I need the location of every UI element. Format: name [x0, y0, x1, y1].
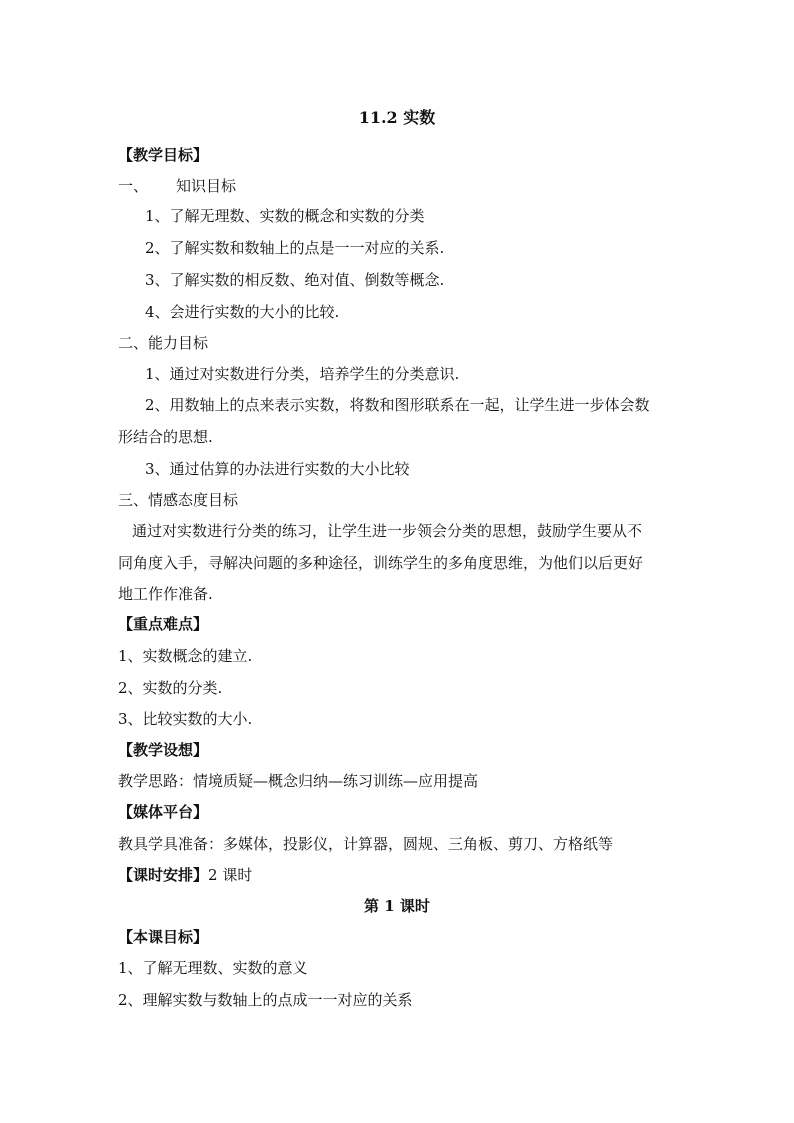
media-text: 教具学具准备：多媒体，投影仪，计算器，圆规、三角板、剪刀、方格纸等 [118, 835, 614, 853]
knowledge-item-2: 2、了解实数和数轴上的点是一一对应的关系. [145, 239, 445, 257]
section-heading-media: 【媒体平台】 [118, 803, 209, 821]
ability-item-3: 3、通过估算的办法进行实数的大小比较 [145, 460, 410, 478]
design-text: 教学思路：情境质疑—概念归纳—练习训练—应用提高 [118, 772, 479, 790]
time-arrangement [118, 865, 252, 885]
section-heading-time: 【课时安排】 [118, 866, 209, 884]
section-heading-key-points: 【重点难点】 [118, 615, 209, 633]
key-point-2: 2、实数的分类. [118, 679, 223, 697]
emotion-text-line-2: 同角度入手，寻解决问题的多种途径，训练学生的多角度思维，为他们以后更好 [118, 554, 644, 572]
time-value: 2 课时 [208, 866, 253, 884]
goal-heading-knowledge [118, 176, 236, 196]
lesson-goal-1: 1、了解无理数、实数的意义 [118, 959, 308, 977]
knowledge-item-4: 4、会进行实数的大小的比较. [145, 303, 340, 321]
section-heading-design: 【教学设想】 [118, 741, 209, 759]
section-heading-teaching-goals: 【教学目标】 [118, 146, 209, 164]
ability-item-2-line-2: 形结合的思想. [118, 428, 213, 446]
document-title: 11.2 实数 [358, 108, 436, 127]
ability-item-1: 1、通过对实数进行分类，培养学生的分类意识. [145, 365, 460, 383]
key-point-3: 3、比较实数的大小. [118, 710, 253, 728]
goal-label: 知识目标 [176, 177, 237, 195]
emotion-text-line-3: 地工作作准备. [118, 585, 213, 603]
knowledge-item-3: 3、了解实数的相反数、绝对值、倒数等概念. [145, 271, 445, 289]
goal-heading-ability: 二、能力目标 [118, 334, 209, 352]
emotion-text-line-1: 通过对实数进行分类的练习，让学生进一步领会分类的思想，鼓励学生要从不 [132, 522, 643, 540]
goal-heading-emotion: 三、情感态度目标 [118, 491, 239, 509]
section-heading-lesson-goals: 【本课目标】 [118, 928, 209, 946]
knowledge-item-1: 1、了解无理数、实数的概念和实数的分类 [145, 207, 425, 225]
lesson-goal-2: 2、理解实数与数轴上的点成一一对应的关系 [118, 991, 413, 1009]
key-point-1: 1、实数概念的建立. [118, 647, 253, 665]
goal-number: 一、 [118, 177, 149, 195]
ability-item-2-line-1: 2、用数轴上的点来表示实数，将数和图形联系在一起，让学生进一步体会数 [145, 396, 650, 414]
lesson-1-title: 第 1 课时 [364, 897, 430, 915]
